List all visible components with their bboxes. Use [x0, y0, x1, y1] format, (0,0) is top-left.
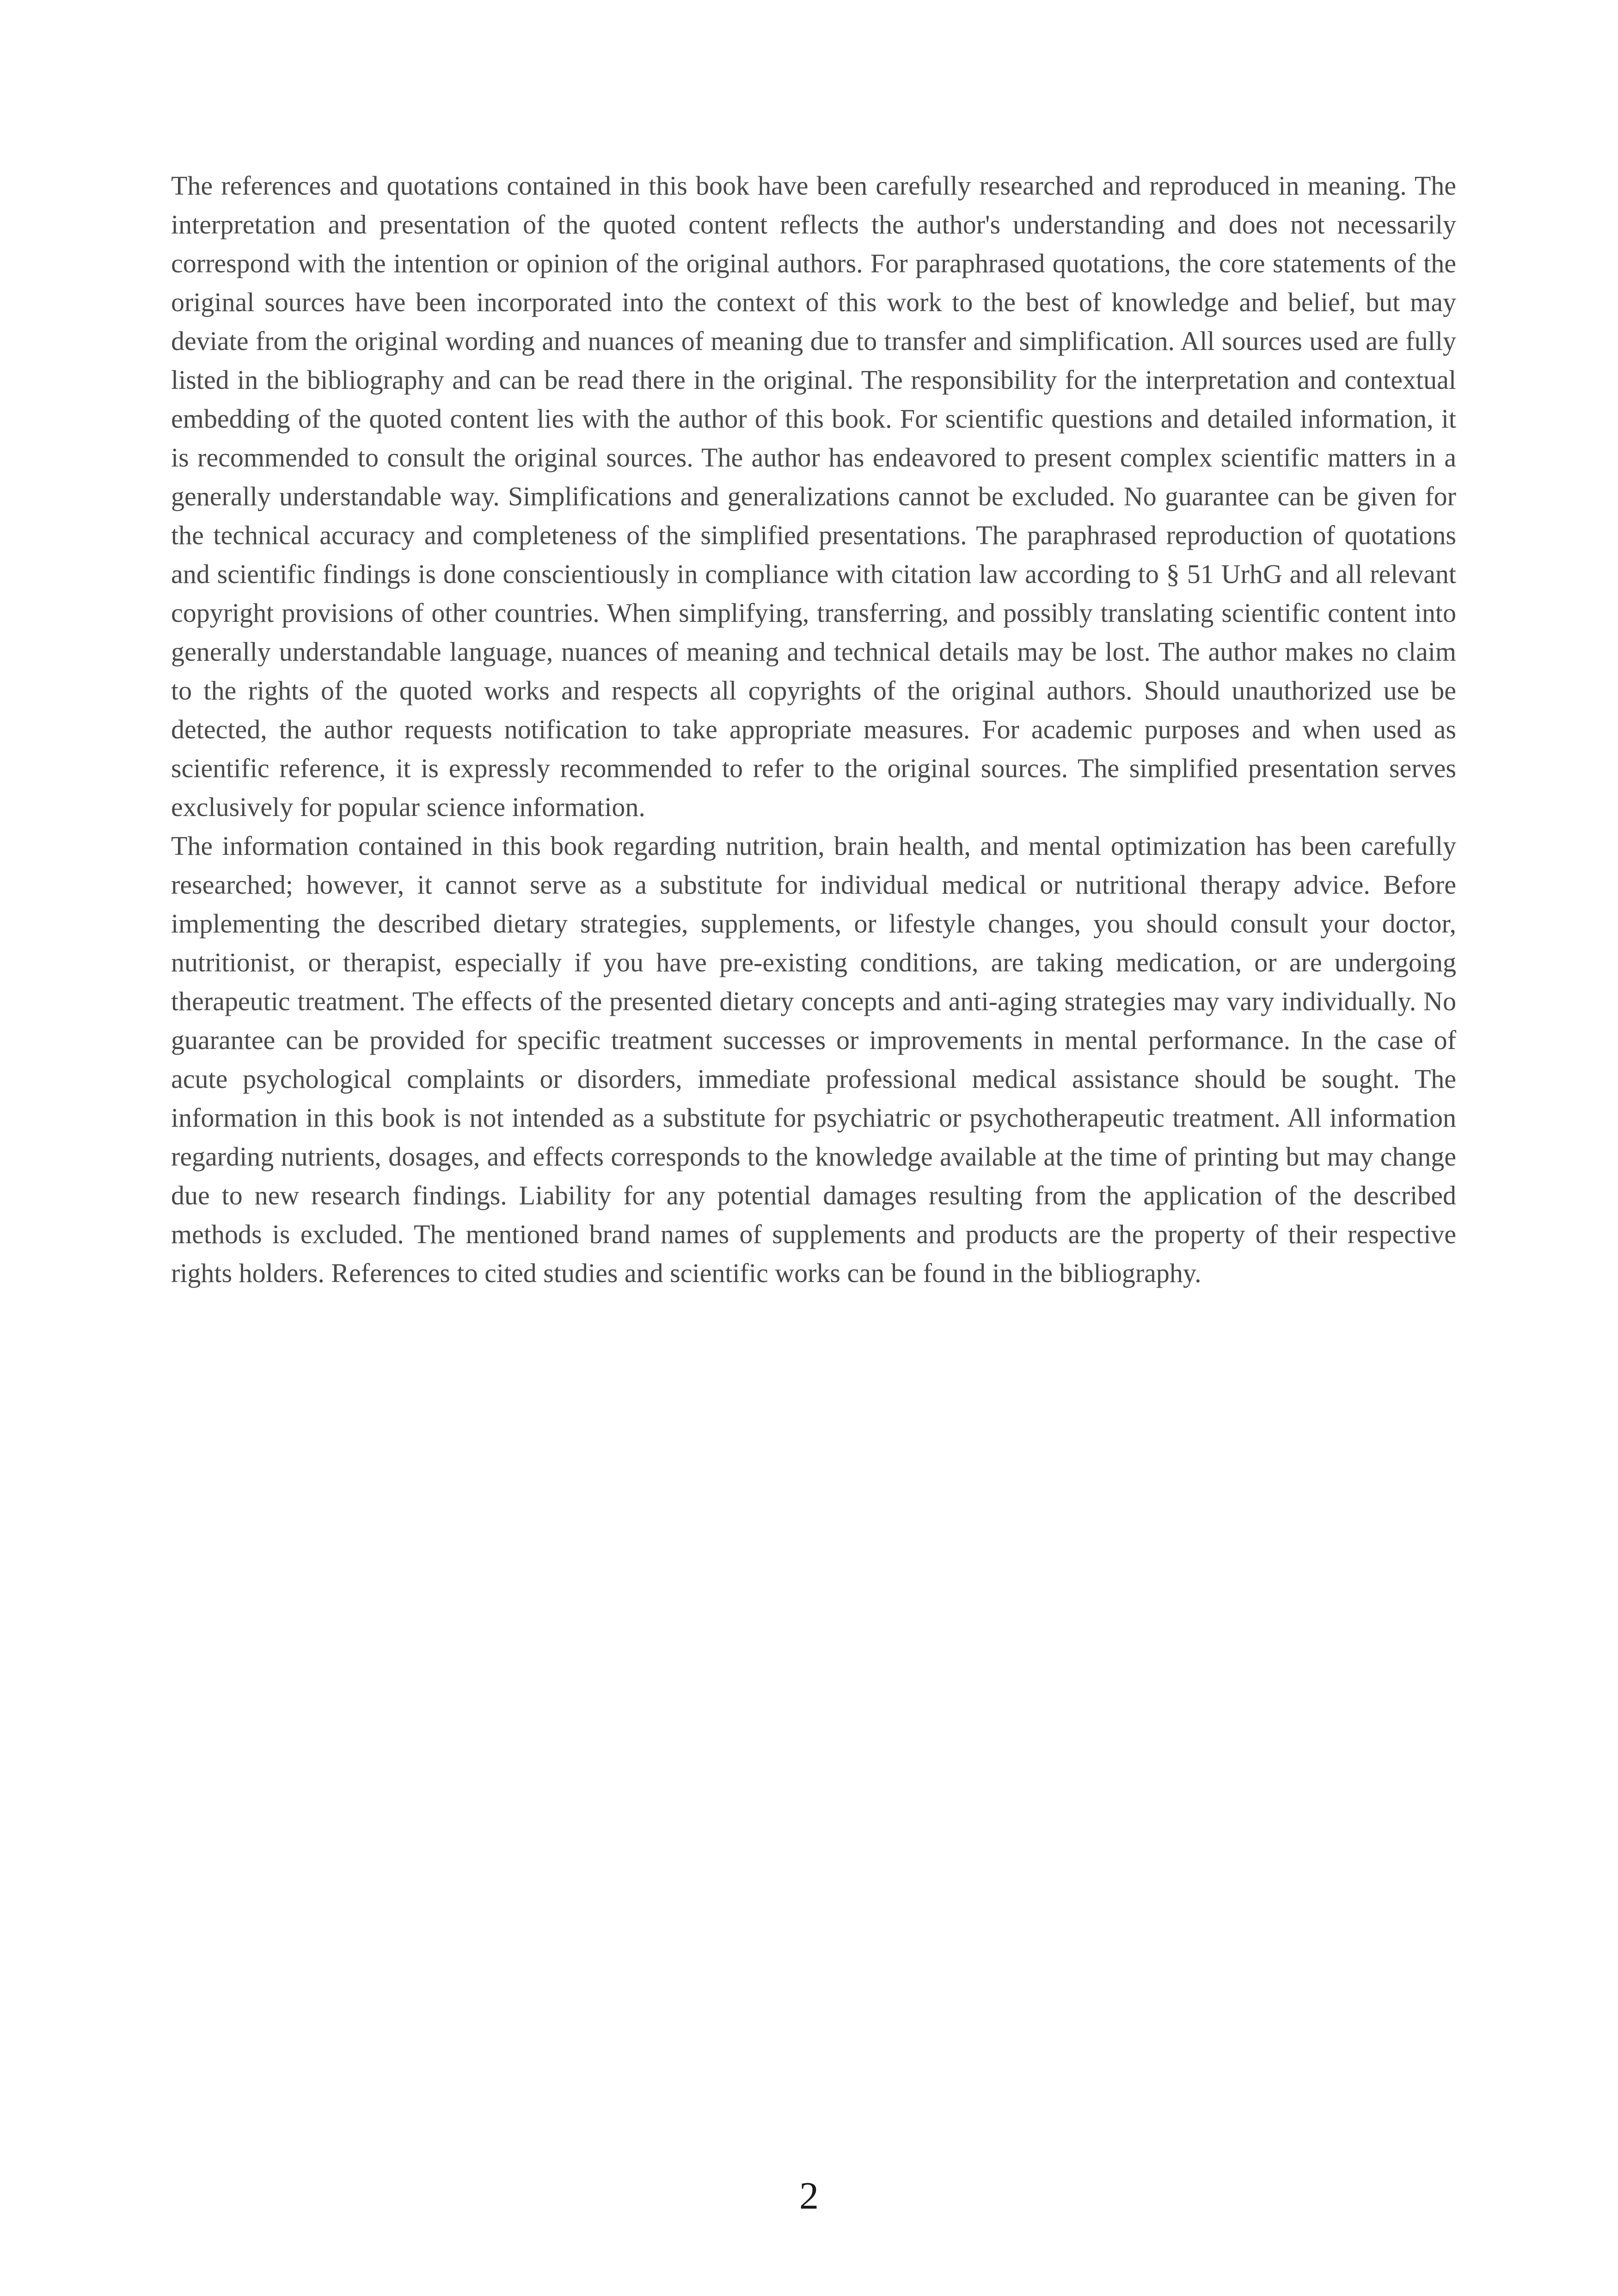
medical-disclaimer-paragraph: The information contained in this book regarding nutrition, brain health, and mental optimization has been carefully researched; however, it cannot serve as a substitute for individual medical or nutritional therapy advice. Before implementing the described dietary strategies, supplements, or lifestyle changes, you should consult your doctor, nutritionist, or therapist, especially if you have pre-existing conditions, are taking medication, or are undergoing therapeutic treatment. The effects of the presented dietary concepts and anti-aging strategies may vary individually. No guarantee can be provided for specific treatment successes or improvements in mental performance. In the case of acute psychological complaints or disorders, immediate professional medical assistance should be sought. The information in this book is not intended as a substitute for psychiatric or psychotherapeutic treatment. All information regarding nutrients, dosages, and effects corresponds to the knowledge available at the time of printing but may change due to new research findings. Liability for any potential damages resulting from the application of the described methods is excluded. The mentioned brand names of supplements and products are the property of their respective rights holders. References to cited studies and scientific works can be found in the bibliography.	[171, 831, 1456, 1288]
page-number: 2	[799, 2174, 819, 2217]
disclaimer-text-block	[171, 166, 1456, 1293]
citation-disclaimer-paragraph: The references and quotations contained in this book have been carefully researched and reproduced in meaning. The interpretation and presentation of the quoted content reflects the author's understanding and does not necessarily correspond with the intention or opinion of the original authors. For paraphrased quotations, the core statements of the original sources have been incorporated into the context of this work to the best of knowledge and belief, but may deviate from the original wording and nuances of meaning due to transfer and simplification. All sources used are fully listed in the bibliography and can be read there in the original. The responsibility for the interpretation and contextual embedding of the quoted content lies with the author of this book. For scientific questions and detailed information, it is recommended to consult the original sources. The author has endeavored to present complex scientific matters in a generally understandable way. Simplifications and generalizations cannot be excluded. No guarantee can be given for the technical accuracy and completeness of the simplified presentations. The paraphrased reproduction of quotations and scientific findings is done conscientiously in compliance with citation law according to § 51 UrhG and all relevant copyright provisions of other countries. When simplifying, transferring, and possibly translating scientific content into generally understandable language, nuances of meaning and technical details may be lost. The author makes no claim to the rights of the quoted works and respects all copyrights of the original authors. Should unauthorized use be detected, the author requests notification to take appropriate measures. For academic purposes and when used as scientific reference, it is expressly recommended to refer to the original sources. The simplified presentation serves exclusively for popular science information.	[171, 171, 1456, 822]
